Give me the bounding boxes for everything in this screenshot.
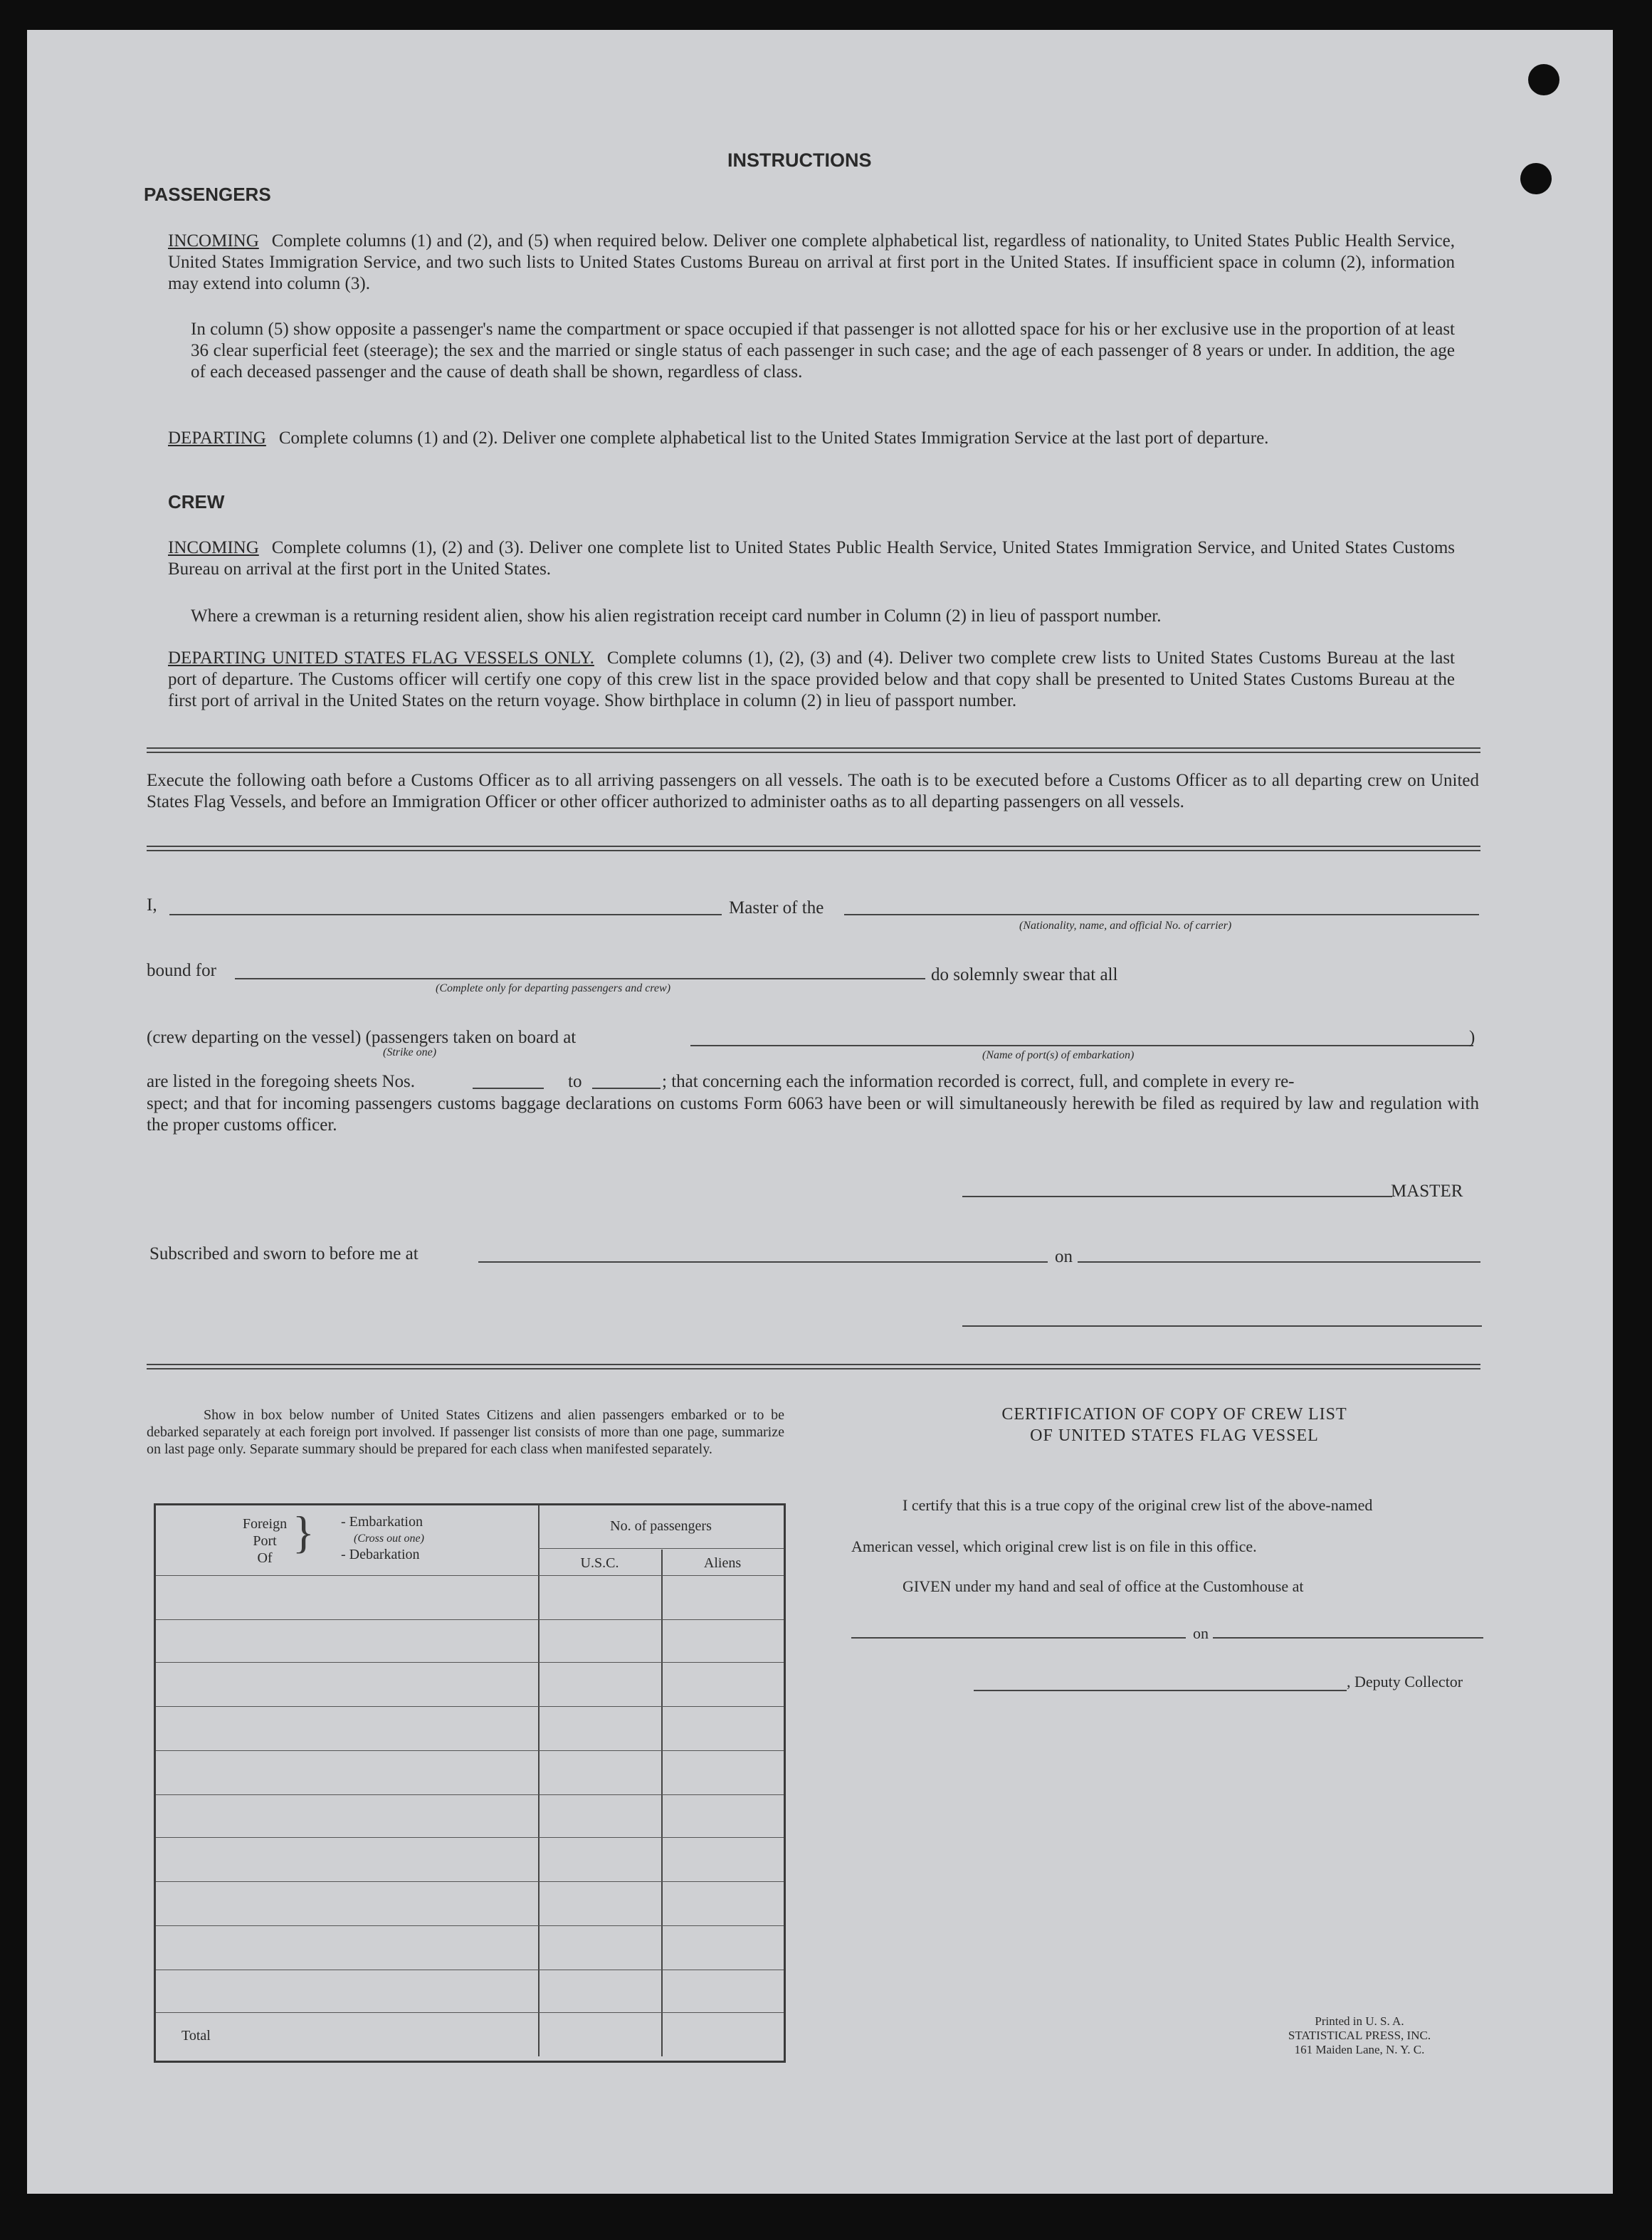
oath-intro: Execute the following oath before a Customs Officer as to all arriving passengers on all vessels. The oath is to be executed before a Customs Officer as to all departing crew on United States Flag Vessels, and before an Immigration Officer or other officer authorized to administer oaths as to all departing passengers on all vessels.: [147, 771, 1479, 811]
row-divider: [156, 1925, 784, 1926]
embarkation-label: - Embarkation: [341, 1514, 423, 1530]
to-label: to: [568, 1072, 582, 1091]
crew-returning: Where a crewman is a returning resident alien, show his alien registration receipt card number in Column (2) in lieu of passport number.: [191, 606, 1162, 626]
row-divider: [156, 1619, 784, 1620]
punch-hole: [1528, 64, 1559, 95]
certify-line2: American vessel, which original crew list is on file in this office.: [851, 1537, 1257, 1555]
bound-for-label: bound for: [147, 961, 216, 980]
page-title: INSTRUCTIONS: [727, 149, 872, 171]
listed-text-a: are listed in the foregoing sheets Nos.: [147, 1072, 415, 1091]
bound-for-hint: (Complete only for departing passengers and crew): [436, 982, 671, 994]
deputy-signature-field[interactable]: [974, 1690, 1347, 1691]
master-signature-field[interactable]: [962, 1196, 1392, 1197]
sheet-to-field[interactable]: [592, 1088, 661, 1089]
listed-text-b: ; that concerning each the information recorded is correct, full, and complete in every re-: [662, 1072, 1295, 1091]
certification-title: [890, 1404, 1459, 1446]
crew-departing: [168, 648, 1455, 712]
ports-field[interactable]: [690, 1045, 1473, 1046]
printer-line1: Printed in U. S. A.: [1315, 2014, 1404, 2028]
certification-title-line1: CERTIFICATION OF COPY OF CREW LIST: [1001, 1405, 1347, 1424]
usc-header: U.S.C.: [580, 1555, 619, 1571]
listed-text-c: spect; and that for incoming passengers customs baggage declarations on customs Form 6063 have been or will simultaneously herewith be filed as required by law and regulation with the proper customs officer.: [147, 1094, 1479, 1135]
certification-date-field[interactable]: [1213, 1637, 1483, 1639]
passengers-departing-label: DEPARTING: [168, 428, 266, 448]
brace-icon: }: [293, 1507, 315, 1557]
row-divider: [156, 1662, 784, 1663]
foreign-label: Foreign: [242, 1516, 288, 1532]
row-divider: [156, 1750, 784, 1751]
carrier-hint: (Nationality, name, and official No. of carrier): [1019, 920, 1232, 932]
certification-on-label: on: [1193, 1624, 1209, 1642]
punch-hole: [1520, 163, 1552, 194]
header-divider: [538, 1548, 784, 1549]
close-paren: ): [1469, 1028, 1475, 1047]
passengers-incoming-label: INCOMING: [168, 231, 259, 251]
section-divider: [147, 1364, 1480, 1369]
column-divider: [661, 1550, 663, 2056]
aliens-header: Aliens: [703, 1555, 742, 1571]
master-label: MASTER: [1391, 1182, 1463, 1201]
debarkation-label: - Debarkation: [341, 1547, 420, 1562]
summary-instructions: Show in box below number of United States Citizens and alien passengers embarked or to be debarked separately at each foreign port involved. If passenger list consists of more than one page, summarize on last page only. Separate summary should be prepared for each class when manifested separately.: [147, 1407, 784, 1457]
sheet-from-field[interactable]: [473, 1088, 544, 1089]
passengers-departing-text: Complete columns (1) and (2). Deliver one complete alphabetical list to the United States Immigration Service at the last port of departure.: [278, 428, 1269, 448]
officer-signature-field[interactable]: [962, 1325, 1482, 1327]
crew-departing-label: DEPARTING UNITED STATES FLAG VESSELS ONLY.: [168, 648, 594, 668]
ports-hint: (Name of port(s) of embarkation): [982, 1049, 1135, 1061]
port-label: Port: [253, 1533, 277, 1549]
given-text: GIVEN under my hand and seal of office at the Customhouse at: [903, 1577, 1304, 1595]
deputy-collector-label: , Deputy Collector: [1347, 1673, 1463, 1690]
cross-out-hint: (Cross out one): [354, 1532, 424, 1545]
oath-i-label: I,: [147, 895, 157, 915]
master-name-field[interactable]: [169, 914, 722, 915]
column-divider: [538, 1505, 540, 2056]
crew-incoming-text: Complete columns (1), (2) and (3). Deliver one complete list to United States Public Health Service, United States Immigration Service, and United States Customs Bureau on arrival at the first port in the United States.: [168, 538, 1455, 579]
crew-incoming: [168, 537, 1455, 580]
carrier-field[interactable]: [844, 914, 1479, 915]
row-divider: [156, 2012, 784, 2013]
crew-incoming-label: INCOMING: [168, 538, 259, 557]
foreign-port-of: [240, 1515, 290, 1567]
certify-line1: I certify that this is a true copy of the original crew list of the above-named: [903, 1496, 1373, 1514]
strike-one-hint: (Strike one): [383, 1046, 437, 1058]
certification-title-line2: OF UNITED STATES FLAG VESSEL: [1030, 1426, 1319, 1445]
passengers-departing: [168, 428, 1455, 449]
passengers-column5: In column (5) show opposite a passenger's name the compartment or space occupied if that passenger is not allotted space for his or her exclusive use in the proportion of at least 36 clear superficial feet (steerage); the sex and the married or single status of each passenger in such case; and the age of each passenger of 8 years or under. In addition, the age of each deceased passenger and the cause of death shall be shown, regardless of class.: [191, 320, 1455, 382]
printer-line2: STATISTICAL PRESS, INC.: [1288, 2029, 1431, 2042]
subscribed-place-field[interactable]: [478, 1261, 1048, 1263]
subscribed-date-field[interactable]: [1078, 1261, 1480, 1263]
row-divider: [156, 1794, 784, 1795]
bound-for-field[interactable]: [235, 978, 925, 979]
printer-imprint: [1253, 2014, 1466, 2057]
no-passengers-header: No. of passengers: [610, 1518, 712, 1534]
passenger-summary-table: [154, 1503, 786, 2063]
row-divider: [156, 1575, 784, 1576]
passengers-heading: PASSENGERS: [144, 184, 271, 205]
printer-line3: 161 Maiden Lane, N. Y. C.: [1294, 2043, 1425, 2056]
row-divider: [156, 1706, 784, 1707]
of-label: Of: [257, 1550, 273, 1566]
row-divider: [156, 1837, 784, 1838]
total-label: Total: [181, 2028, 211, 2044]
section-divider: [147, 846, 1480, 851]
crew-passengers-text: (crew departing on the vessel) (passengers taken on board at: [147, 1028, 577, 1047]
crew-departing-text: Complete columns (1), (2), (3) and (4). Deliver two complete crew lists to United States Customs Bureau at the last port of departure. The Customs officer will certify one copy of this crew list in the space provided below and that copy shall be presented to United States Customs Bureau at the first port of arrival in the United States on the return voyage. Show birthplace in column (2) in lieu of passport number.: [168, 648, 1455, 710]
master-of-the-label: Master of the: [729, 898, 824, 917]
passengers-incoming: [168, 231, 1455, 295]
swear-text: do solemnly swear that all: [931, 965, 1118, 984]
section-divider: [147, 747, 1480, 753]
crew-heading: CREW: [168, 491, 225, 512]
subscribed-label: Subscribed and sworn to before me at: [149, 1244, 419, 1263]
passengers-incoming-text: Complete columns (1) and (2), and (5) when required below. Deliver one complete alphabetical list, regardless of nationality, to United States Public Health Service, United States Immigration Service, and two such lists to United States Customs Bureau on arrival at first port in the United States. If insufficient space in column (2), information may extend into column (3).: [168, 231, 1455, 293]
customhouse-field[interactable]: [851, 1637, 1186, 1639]
row-divider: [156, 1881, 784, 1882]
subscribed-on-label: on: [1055, 1247, 1073, 1266]
